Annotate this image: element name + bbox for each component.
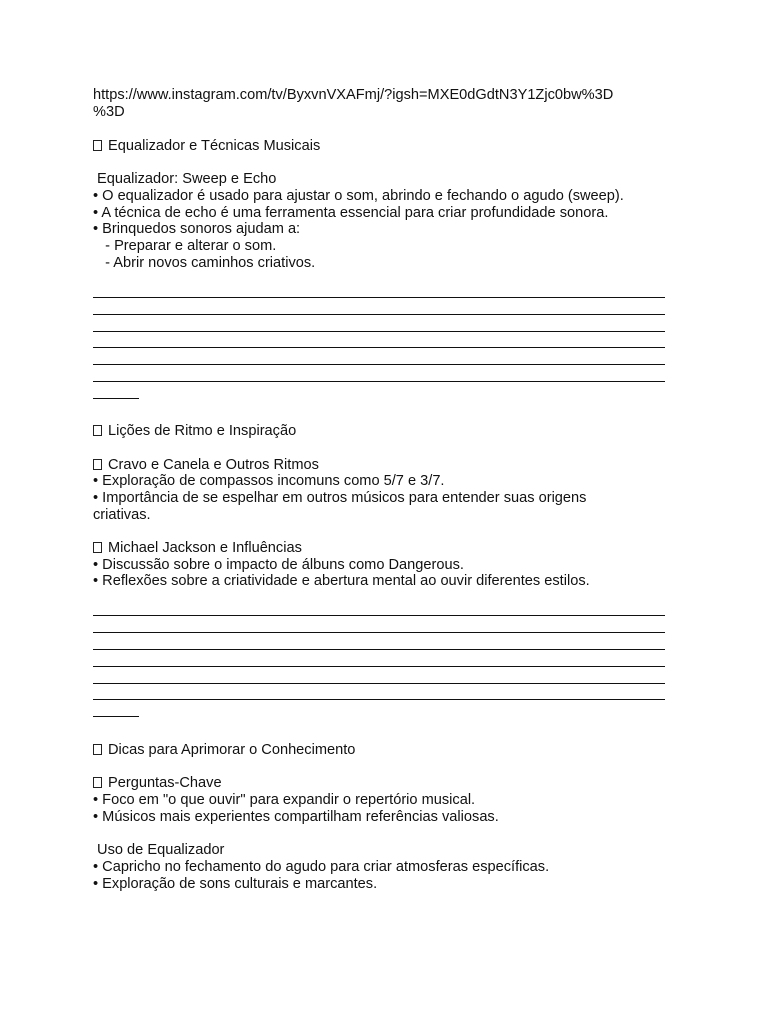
divider-line — [93, 716, 139, 717]
bullet-item: • A técnica de echo é uma ferramenta essencial para criar profundidade sonora. — [93, 205, 609, 221]
bullet-item: • O equalizador é usado para ajustar o som, abrindo e fechando o agudo (sweep). — [93, 188, 624, 204]
divider-line — [93, 398, 139, 399]
bullet-item: • Importância de se espelhar em outros músicos para entender suas origens — [93, 490, 587, 506]
bullet-item: • Discussão sobre o impacto de álbuns como Dangerous. — [93, 557, 464, 573]
subheading-uso-equalizador: Uso de Equalizador — [93, 842, 225, 858]
checkbox-icon — [93, 425, 102, 436]
sub-bullet-item: - Abrir novos caminhos criativos. — [93, 255, 316, 271]
subheading-text: Perguntas-Chave — [108, 775, 222, 791]
bullet-item: • Reflexões sobre a criatividade e abertura mental ao ouvir diferentes estilos. — [93, 573, 590, 589]
checkbox-icon — [93, 542, 102, 553]
checkbox-icon — [93, 777, 102, 788]
bullet-item: • Brinquedos sonoros ajudam a: — [93, 221, 301, 237]
divider-line — [93, 699, 665, 700]
bullet-item: • Exploração de sons culturais e marcantes. — [93, 876, 378, 892]
divider-line — [93, 314, 665, 315]
subheading-text: Cravo e Canela e Outros Ritmos — [108, 457, 319, 473]
section-heading-1 — [93, 138, 320, 155]
divider-line — [93, 347, 665, 348]
bullet-item: • Foco em "o que ouvir" para expandir o repertório musical. — [93, 792, 476, 808]
url-line-1[interactable]: https://www.instagram.com/tv/ByxvnVXAFmj/?igsh=MXE0dGdtN3Y1Zjc0bw%3D — [93, 87, 614, 103]
divider-line — [93, 364, 665, 365]
bullet-item: • Músicos mais experientes compartilham referências valiosas. — [93, 809, 499, 825]
checkbox-icon — [93, 459, 102, 470]
divider-line — [93, 649, 665, 650]
bullet-item: • Exploração de compassos incomuns como 5/7 e 3/7. — [93, 473, 445, 489]
section-heading-3-text: Dicas para Aprimorar o Conhecimento — [108, 742, 356, 758]
subheading-perguntas-chave — [93, 775, 222, 792]
divider-line — [93, 297, 665, 298]
checkbox-icon — [93, 140, 102, 151]
section-heading-1-text: Equalizador e Técnicas Musicais — [108, 138, 321, 154]
divider-line — [93, 381, 665, 382]
url-line-2[interactable]: %3D — [93, 104, 125, 120]
checkbox-icon — [93, 744, 102, 755]
subheading-text: Michael Jackson e Influências — [108, 540, 302, 556]
bullet-item-continuation: criativas. — [93, 507, 151, 523]
subheading-michael-jackson — [93, 540, 302, 557]
bullet-item: • Capricho no fechamento do agudo para criar atmosferas específicas. — [93, 859, 550, 875]
section-heading-2-text: Lições de Ritmo e Inspiração — [108, 423, 297, 439]
divider-line — [93, 683, 665, 684]
sub-bullet-item: - Preparar e alterar o som. — [93, 238, 277, 254]
subheading-cravo-canela — [93, 457, 319, 474]
divider-line — [93, 615, 665, 616]
divider-line — [93, 331, 665, 332]
section-heading-2 — [93, 423, 296, 440]
divider-line — [93, 632, 665, 633]
subheading-equalizador: Equalizador: Sweep e Echo — [93, 171, 277, 187]
section-heading-3 — [93, 742, 355, 759]
divider-line — [93, 666, 665, 667]
